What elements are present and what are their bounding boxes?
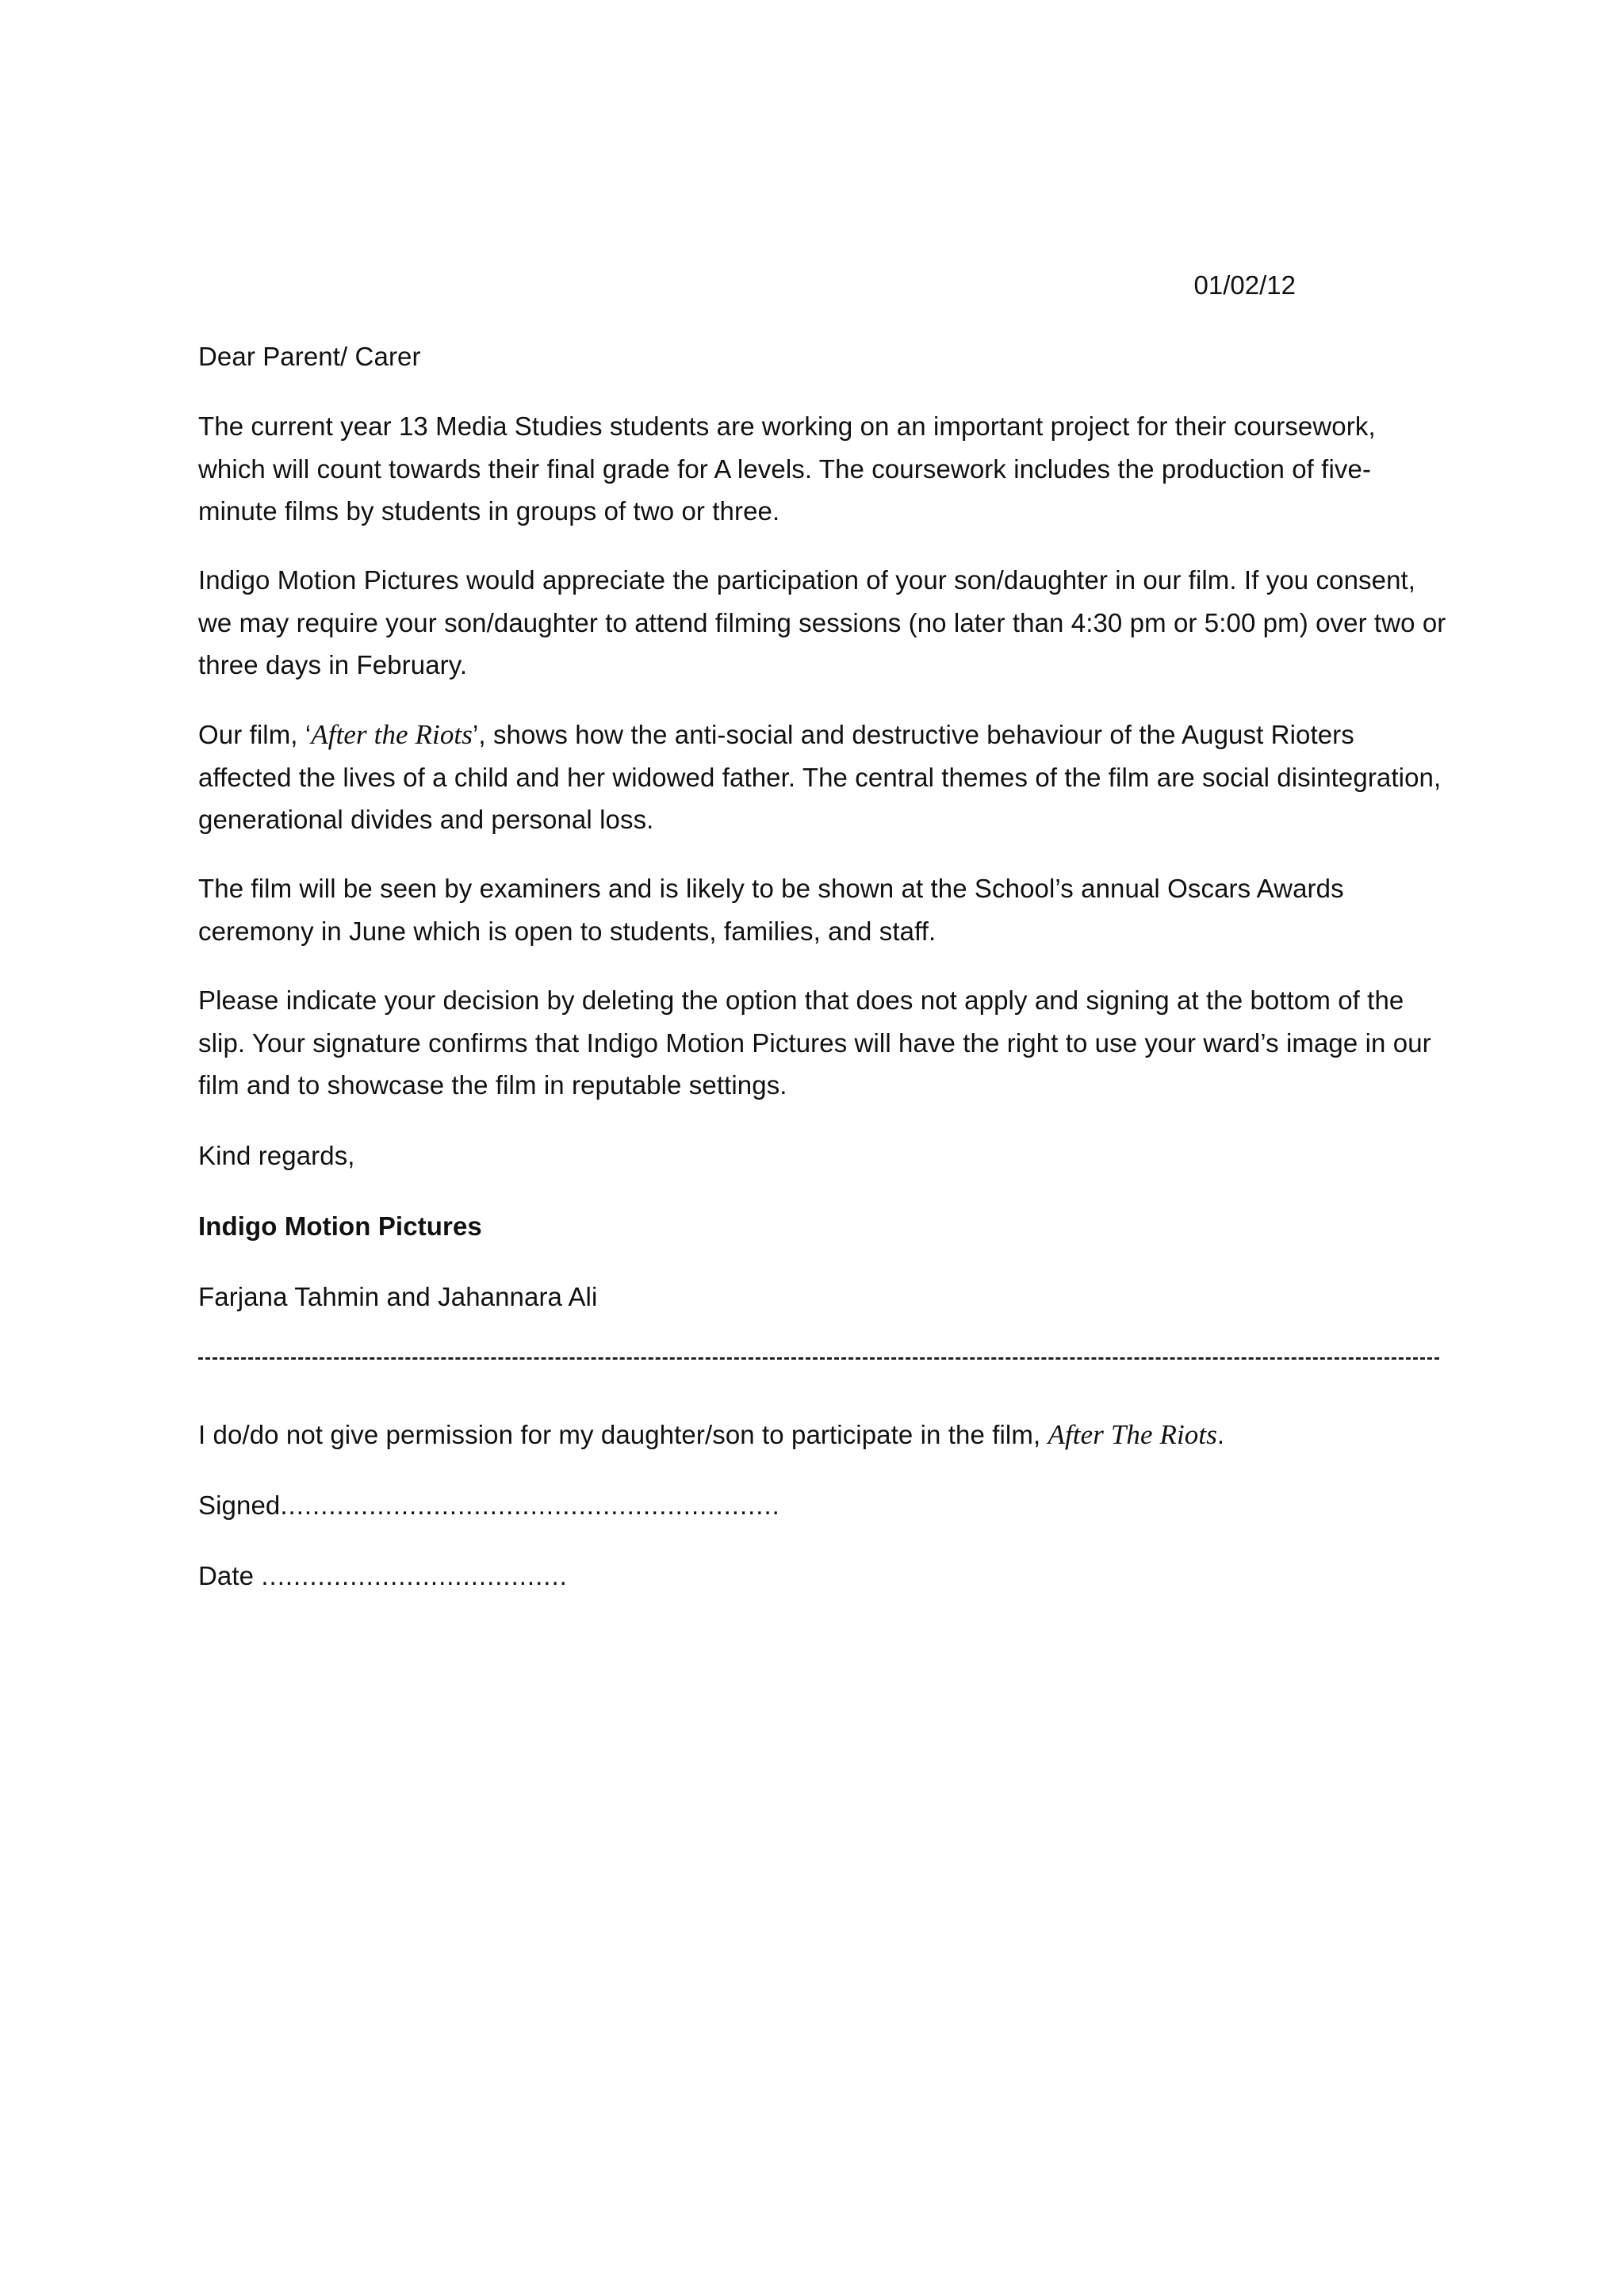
paragraph-instructions: Please indicate your decision by deleting the option that does not apply and signing at the bottom of the slip. Your signature confirms that Indigo Motion Pictures will have the right to use your ward’s image in our film and to showcase the film in reputable settings. bbox=[198, 985, 1431, 1100]
paragraph-coursework: The current year 13 Media Studies students are working on an important project for their coursework, which will count towards their final grade for A levels. The coursework includes the production of five-minute films by students in groups of two or three. bbox=[198, 411, 1376, 526]
date-field[interactable]: ...................................... bbox=[261, 1561, 568, 1590]
salutation: Dear Parent/ Carer bbox=[198, 342, 421, 371]
tear-off-divider bbox=[198, 1357, 1439, 1360]
permission-statement bbox=[198, 1414, 1447, 1456]
date-label: Date bbox=[198, 1561, 262, 1590]
author-names: Farjana Tahmin and Jahannara Ali bbox=[198, 1282, 598, 1311]
company-name: Indigo Motion Pictures bbox=[198, 1211, 482, 1241]
paragraph-film-description bbox=[198, 714, 1447, 841]
permission-film-title: After The Riots bbox=[1048, 1419, 1217, 1450]
date-line bbox=[198, 1555, 1447, 1598]
film-title: After the Riots bbox=[311, 719, 473, 750]
paragraph-screening: The film will be seen by examiners and is likely to be shown at the School’s annual Oscars Awards ceremony in June which is open to students, families, and staff. bbox=[198, 874, 1344, 946]
letter-date: 01/02/12 bbox=[1193, 270, 1296, 300]
signed-label: Signed bbox=[198, 1490, 281, 1520]
paragraph-participation: Indigo Motion Pictures would appreciate the participation of your son/daughter in our film. If you consent, we may require your son/daughter to attend filming sessions (no later than 4:30 pm or 5:00 pm) over two or three days in February. bbox=[198, 565, 1446, 679]
signature-field[interactable]: .............................................................. bbox=[280, 1490, 780, 1520]
permission-prefix: I do/do not give permission for my daughter/son to participate in the film, bbox=[198, 1420, 1048, 1449]
film-description-suffix: ’, shows how the anti-social and destructive behaviour of the August Rioters affected the lives of a child and her widowed father. The central themes of the film are social disintegration, generational divides and personal loss. bbox=[198, 720, 1442, 834]
closing: Kind regards, bbox=[198, 1141, 355, 1170]
permission-suffix: . bbox=[1216, 1420, 1225, 1449]
signature-line bbox=[198, 1484, 1447, 1527]
film-description-prefix: Our film, ‘ bbox=[198, 720, 312, 749]
